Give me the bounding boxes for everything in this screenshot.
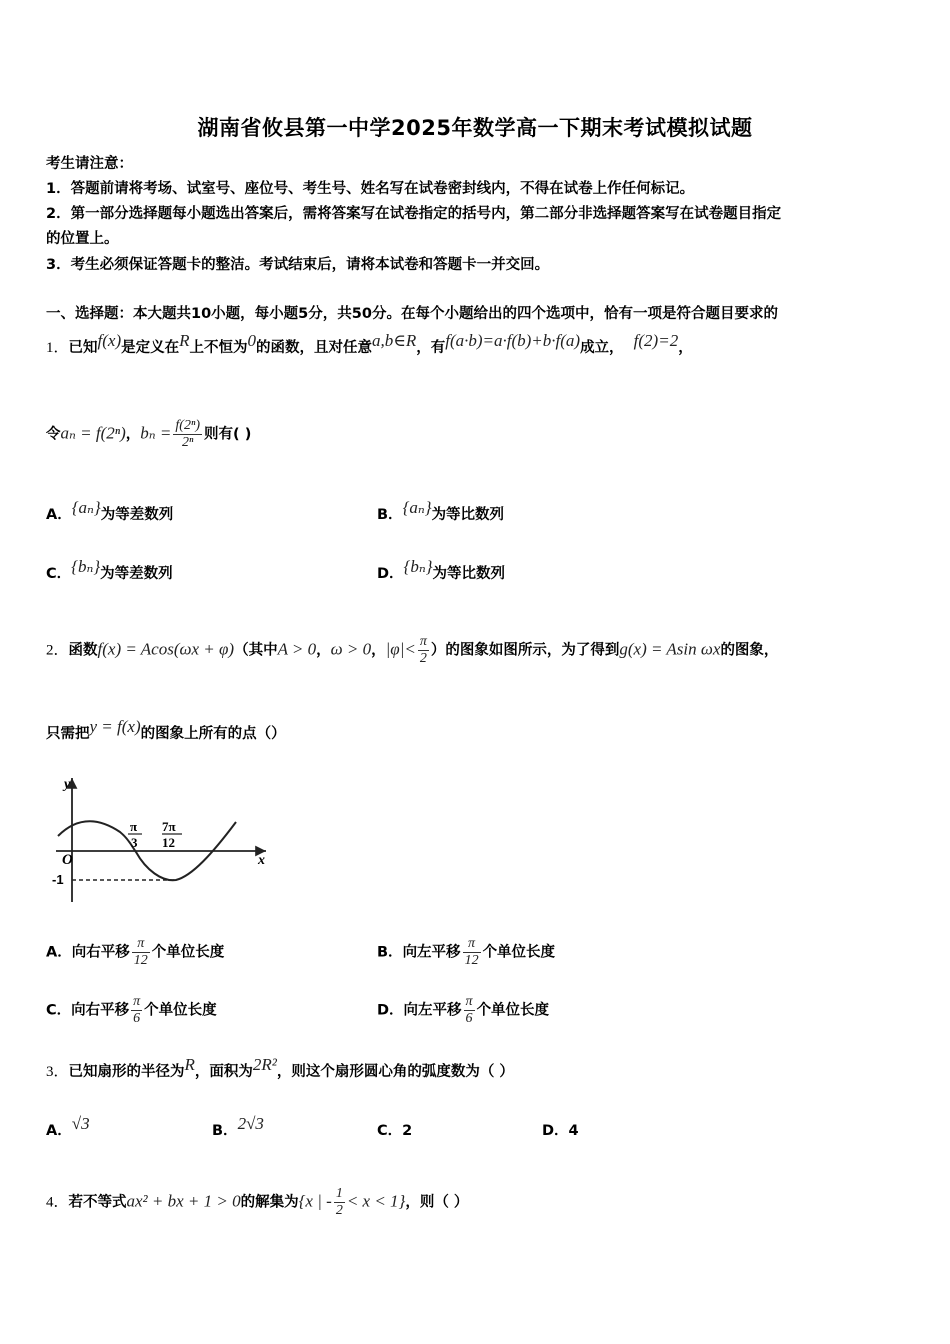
- option-label: D．: [377, 1002, 404, 1019]
- option-label: C．: [377, 1123, 403, 1139]
- q4-math: ax² + bx + 1 > 0: [126, 1191, 241, 1211]
- q1-math: a,b∈R: [372, 331, 417, 350]
- q2-number: 2．: [46, 642, 69, 659]
- q2-option-b[interactable]: [377, 936, 555, 969]
- q1-option-b[interactable]: [377, 498, 505, 524]
- q4-number: 4．: [46, 1194, 69, 1211]
- q2-text: 的图象，: [720, 642, 779, 659]
- q4-fraction: [334, 1186, 345, 1219]
- notice-heading: 考生请注意：: [46, 156, 133, 172]
- tick-pi-over-3-den: 3: [131, 835, 138, 850]
- x-axis-label: x: [258, 853, 265, 868]
- q1-math: f(a·b)=a·f(b)+b·f(a): [445, 331, 581, 350]
- option-math: {bₙ}: [71, 557, 101, 576]
- q4-math: {x | -: [298, 1191, 332, 1211]
- q2-text: （其中: [234, 642, 278, 659]
- q1-text: 已知: [68, 340, 98, 356]
- fraction-denominator: 6: [465, 1011, 473, 1026]
- q1-option-c[interactable]: [46, 557, 173, 583]
- option-text: 个单位长度: [151, 944, 225, 961]
- option-label: B．: [377, 944, 403, 961]
- origin-label: O: [62, 852, 73, 868]
- q1-fraction: [173, 418, 202, 451]
- q1-number: 1．: [46, 340, 69, 356]
- q4-fraction-denominator: 2: [335, 1203, 343, 1218]
- notice-item-2: 2．第一部分选择题每小题选出答案后，需将答案写在试卷指定的括号内，第二部分非选择题答案写在试卷题目指定: [46, 206, 782, 222]
- option-label: B．: [377, 507, 403, 523]
- option-text: 向右平移: [71, 1002, 130, 1019]
- q1-text: 令: [46, 426, 61, 443]
- fraction-denominator: 12: [464, 953, 479, 968]
- fraction-numerator: π: [133, 994, 141, 1009]
- q1-stem: [46, 331, 693, 357]
- option-text: 个单位长度: [482, 944, 556, 961]
- q1-text: 的函数，且对任意: [256, 340, 372, 356]
- q2-stem: [46, 634, 778, 667]
- option-math: {bₙ}: [403, 557, 433, 576]
- section-heading: 一、选择题：本大题共10小题，每小题5分，共50分。在每个小题给出的四个选项中，恰有一项是符合题目要求的: [46, 306, 778, 322]
- q1-stem-cont: [46, 418, 251, 451]
- fraction-denominator: 6: [133, 1011, 141, 1026]
- q1-text: 是定义在: [121, 340, 180, 356]
- notice-item-2-cont: 的位置上。: [46, 231, 119, 247]
- option-label: C．: [46, 566, 72, 582]
- q3-option-a[interactable]: [46, 1114, 90, 1140]
- ymin-label: -1: [52, 872, 64, 887]
- page-title: 湖南省攸县第一中学2025年数学高一下期末考试模拟试题: [197, 116, 753, 140]
- option-label: D．: [542, 1123, 569, 1139]
- q3-text: 已知扇形的半径为: [68, 1064, 185, 1080]
- q3-math: 2R²: [252, 1055, 277, 1074]
- fraction-numerator: π: [132, 936, 150, 953]
- q2-stem-cont: [46, 717, 286, 743]
- option-fraction: [463, 936, 481, 969]
- q2-text: ，: [371, 642, 386, 659]
- q1-math: f(x): [97, 331, 122, 350]
- option-fraction: [464, 994, 475, 1027]
- option-label: A．: [46, 1123, 72, 1139]
- q1-text: 上不恒为: [189, 340, 248, 356]
- q2-option-d[interactable]: [377, 994, 549, 1027]
- tick-7pi-over-12-num: 7π: [162, 819, 176, 834]
- q1-option-a[interactable]: [46, 498, 174, 524]
- q2-math: A > 0: [277, 639, 317, 659]
- q3-stem: [46, 1055, 514, 1081]
- fraction-denominator: 12: [133, 953, 148, 968]
- q3-text: ，则这个扇形圆心角的弧度数为（ ）: [276, 1064, 514, 1080]
- q1-text: ，: [678, 340, 693, 356]
- q1-fraction-denominator: 2ⁿ: [181, 435, 194, 450]
- y-axis-label: y: [64, 777, 71, 792]
- option-fraction: [131, 994, 142, 1027]
- q4-fraction-numerator: 1: [335, 1186, 343, 1201]
- option-math: 4: [568, 1123, 579, 1139]
- notice-item-3: 3．考生必须保证答题卡的整洁。考试结束后，请将本试卷和答题卡一并交回。: [46, 257, 550, 273]
- q2-fraction-numerator: π: [419, 634, 427, 649]
- q4-math: < x < 1}: [346, 1191, 406, 1211]
- q2-math: y = f(x): [89, 717, 141, 736]
- q1-fraction-numerator: f(2ⁿ): [175, 418, 201, 433]
- q1-text: 则有( ): [204, 426, 252, 443]
- q1-text: ，: [125, 426, 141, 443]
- q3-math: R: [184, 1055, 195, 1074]
- q2-graph: [50, 770, 280, 910]
- option-math: {aₙ}: [402, 498, 432, 517]
- option-label: C．: [46, 1002, 72, 1019]
- q4-stem: [46, 1186, 468, 1219]
- q2-option-a[interactable]: [46, 936, 224, 969]
- q1-math: f(2)=2: [633, 331, 679, 350]
- q3-text: ，面积为: [194, 1064, 253, 1080]
- option-math: 2√3: [237, 1114, 264, 1133]
- q1-option-d[interactable]: [377, 557, 506, 583]
- option-label: B．: [212, 1123, 238, 1139]
- q4-text: 若不等式: [68, 1194, 127, 1211]
- q2-text: 函数: [68, 642, 98, 659]
- option-math: 2: [402, 1123, 413, 1139]
- q3-number: 3．: [46, 1064, 69, 1080]
- tick-pi-over-3-num: π: [130, 819, 138, 834]
- q4-text: ，则（ ）: [405, 1194, 469, 1211]
- q3-option-c[interactable]: [377, 1119, 412, 1140]
- q2-option-c[interactable]: [46, 994, 217, 1027]
- notice-item-1: 1．答题前请将考场、试室号、座位号、考生号、姓名写在试卷密封线内，不得在试卷上作任何标记。: [46, 181, 695, 197]
- q1-math: R: [179, 331, 190, 350]
- q2-math: ω > 0: [330, 639, 372, 659]
- option-label: A．: [46, 944, 72, 961]
- option-text: 为等比数列: [432, 566, 506, 582]
- q3-option-b[interactable]: [212, 1114, 264, 1140]
- q1-text: ，有: [416, 340, 446, 356]
- q1-math: 0: [247, 331, 256, 350]
- q1-math: bₙ =: [140, 423, 172, 443]
- tick-7pi-over-12-den: 12: [162, 835, 175, 850]
- option-text: 为等差数列: [100, 566, 173, 582]
- option-label: D．: [377, 566, 404, 582]
- option-text: 个单位长度: [144, 1002, 217, 1019]
- q1-math: aₙ = f(2ⁿ): [60, 423, 126, 443]
- option-text: 向右平移: [71, 944, 130, 961]
- q2-text: ，: [316, 642, 331, 659]
- fraction-numerator: π: [465, 994, 473, 1009]
- q2-text: 的图象上所有的点（）: [140, 726, 286, 742]
- q2-text: ）的图象如图所示，为了得到: [430, 642, 620, 659]
- q2-text: 只需把: [46, 726, 90, 742]
- option-text: 向左平移: [403, 1002, 462, 1019]
- option-label: A．: [46, 507, 72, 523]
- q2-math: f(x) = Acos(ωx + φ): [97, 639, 235, 659]
- option-text: 为等比数列: [431, 507, 505, 523]
- q4-text: 的解集为: [240, 1194, 299, 1211]
- option-fraction: [132, 936, 150, 969]
- option-text: 向左平移: [402, 944, 461, 961]
- fraction-numerator: π: [463, 936, 481, 953]
- q1-text: 成立，: [580, 340, 624, 356]
- q2-fraction: [418, 634, 429, 667]
- option-math: √3: [71, 1114, 90, 1133]
- option-math: {aₙ}: [71, 498, 101, 517]
- q3-option-d[interactable]: [542, 1119, 579, 1140]
- q2-math: g(x) = Asin ωx: [619, 639, 721, 659]
- q2-math: |φ|<: [385, 639, 416, 659]
- option-text: 为等差数列: [100, 507, 174, 523]
- option-text: 个单位长度: [476, 1002, 550, 1019]
- q2-fraction-denominator: 2: [419, 651, 427, 666]
